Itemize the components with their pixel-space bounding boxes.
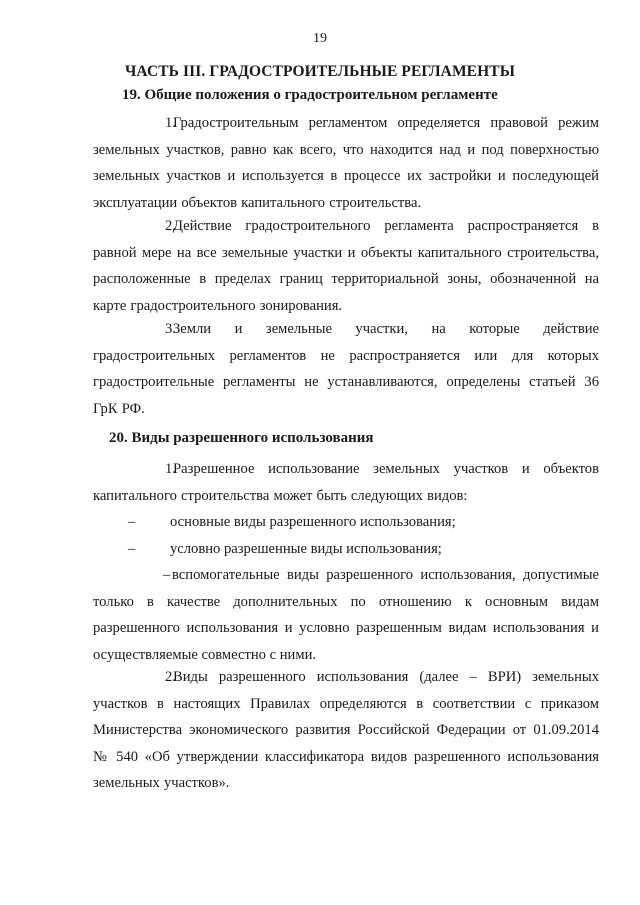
section-19-title: 19. Общие положения о градостроительном регламенте — [122, 87, 498, 103]
dash-item-text: условно разрешенные виды использования; — [170, 541, 442, 557]
section-20-item-2 — [93, 664, 599, 797]
dash-item-text: вспомогательные виды разрешенного использования, допустимые только в качестве дополнительных по отношению к основным видам разрешенного использования и условно разрешенным видам использования и осуществляемые совместно с ними. — [93, 567, 599, 663]
section-19-item-2 — [93, 213, 599, 319]
dash-list-item — [128, 509, 599, 536]
item-number: 2. — [165, 218, 176, 234]
page-number: 19 — [313, 31, 327, 46]
section-20-item-1 — [93, 456, 599, 509]
item-text: Виды разрешенного использования (далее – ВРИ) земельных участков в настоящих Правилах определяются в соответствии с приказом Министерства экономического развития Российской Федерации от 01.09.2014 № 540 «Об утверждении классификатора видов разрешенного использования земельных участков». — [93, 669, 599, 792]
item-number: 2. — [165, 669, 176, 685]
item-text: Градостроительным регламентом определяется правовой режим земельных участков, равно как всего, что находится над и под поверхностью земельных участков и используется в процессе их застройки и последующей эксплуатации объектов капитального строительства. — [93, 115, 599, 211]
item-text: Разрешенное использование земельных участков и объектов капитального строительства может быть следующих видов: — [93, 461, 599, 504]
section-19-item-3 — [93, 316, 599, 422]
dash-marker: – — [163, 567, 171, 583]
section-20-title: 20. Виды разрешенного использования — [109, 430, 374, 446]
item-text: Действие градостроительного регламента распространяется в равной мере на все земельные участки и объекты капитального строительства, расположенные в пределах границ территориальной зоны, обозначенной на карте градостроительного зонирования. — [93, 218, 599, 314]
section-19-item-1 — [93, 110, 599, 216]
part-title: ЧАСТЬ III. ГРАДОСТРОИТЕЛЬНЫЕ РЕГЛАМЕНТЫ — [124, 63, 516, 80]
item-number: 1. — [165, 461, 176, 477]
dash-marker: – — [128, 514, 136, 530]
item-number: 1. — [165, 115, 176, 131]
dash-marker: – — [128, 541, 136, 557]
item-text: Земли и земельные участки, на которые действие градостроительных регламентов не распространяется или для которых градостроительные регламенты не устанавливаются, определены статьей 36 ГрК РФ. — [93, 321, 599, 417]
dash-list-item — [93, 562, 599, 668]
dash-list-item — [128, 536, 599, 563]
dash-item-text: основные виды разрешенного использования; — [170, 514, 456, 530]
item-number: 3. — [165, 321, 176, 337]
